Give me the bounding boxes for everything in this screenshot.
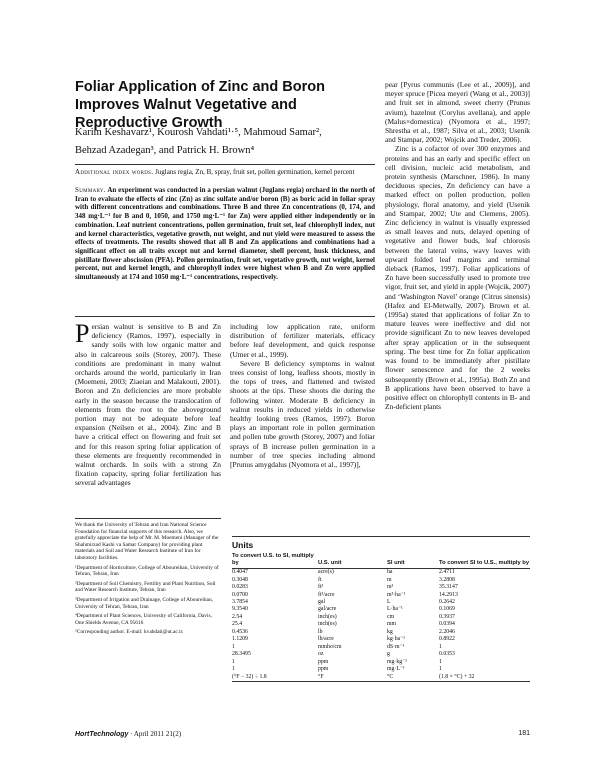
affiliation-footnote: ²Department of Soil Chemistry, Fertility and Plant Nutrition, Soil and Water Research Institute, Tehran, Iran bbox=[75, 580, 216, 594]
table-cell: acre(s) bbox=[318, 569, 334, 576]
table-cell: ha bbox=[387, 569, 393, 576]
table-row bbox=[232, 636, 530, 643]
column-header: To convert U.S. to SI, multiply by bbox=[232, 553, 318, 569]
summary-label: Summary. bbox=[75, 186, 106, 194]
table-cell: 9.3540 bbox=[232, 606, 248, 613]
column-header: U.S. unit bbox=[318, 553, 387, 569]
table-cell: 0.0700 bbox=[232, 591, 248, 598]
table-cell: 0.3048 bbox=[232, 576, 248, 583]
units-body bbox=[232, 569, 530, 682]
affiliation-footnote: ¹Department of Horticulture, College of Aboureihan, University of Tehran, Tehran, Iran bbox=[75, 564, 219, 578]
table-cell: 3.7854 bbox=[232, 599, 248, 605]
table-cell: 35.3147 bbox=[439, 584, 458, 591]
table-cell: cm bbox=[387, 613, 395, 620]
keywords-text: Juglans regia, Zn, B, spray, fruit set, pollen germination, kernel percent bbox=[153, 168, 355, 176]
summary-rule bbox=[75, 316, 375, 317]
column-header: To convert SI to U.S., multiply by bbox=[439, 553, 530, 569]
body-column-3 bbox=[385, 80, 530, 411]
table-row bbox=[232, 659, 530, 666]
summary-text: An experiment was conducted in a persian walnut (Juglans regia) orchard in the north of Iran to evaluate the effects of zinc (Zn) as zinc sulfate and/or boron (B) as boric acid in foliar spray with different concentrations and combinations. Three B and three Zn concentrations (0, 174, and 348 mg·L⁻¹ for B and 0, 1050, and 1750 mg·L⁻¹ for Zn) were applied either independently or in combination. Leaf nutrient concentrations, pollen germination, fruit set, leaf chlorophyll index, nut and kernel characteristics, vegetative growth, nut weight, and nut yield were measured to assess the effects of treatments. The results showed that all B and Zn applications and combinations had a significant effect on all traits except nut and kernel diameter, shell percent, husk thickness, and pistillate flower abscission (PFA). Pollen germination, fruit set, vegetative growth, nut weight, kernel percent, nut and kernel length, and chlorophyll index were highest when B and Zn were applied simultaneously at 174 and 1050 mg·L⁻¹ concentrations, respectively. bbox=[75, 186, 375, 282]
table-cell: ft³/acre bbox=[318, 591, 335, 598]
table-cell: ppm bbox=[318, 666, 329, 673]
table-cell: 14.2913 bbox=[439, 591, 458, 598]
table-cell: L bbox=[387, 599, 391, 605]
affiliation-footnote: ⁴Department of Plant Sciences, University of California, Davis, One Shields Avenue, CA 95616 bbox=[75, 613, 212, 626]
body-column-2 bbox=[230, 322, 375, 469]
table-cell: 1 bbox=[232, 658, 235, 665]
keywords bbox=[75, 168, 375, 177]
table-cell: (1.8 × °C) + 32 bbox=[439, 674, 530, 682]
footnotes bbox=[75, 522, 221, 639]
author-list bbox=[75, 124, 375, 160]
table-cell: kg·ha⁻¹ bbox=[387, 636, 405, 643]
table-cell: ft³ bbox=[318, 584, 324, 591]
footnote-rule bbox=[75, 518, 221, 519]
table-cell: 0.1069 bbox=[439, 606, 455, 613]
table-cell: 2.54 bbox=[232, 613, 243, 620]
table-cell: lb/acre bbox=[318, 636, 334, 643]
table-row bbox=[232, 651, 530, 658]
table-cell: inch(es) bbox=[318, 613, 337, 620]
table-cell: mm bbox=[387, 621, 397, 628]
paragraph: pear [Pyrus communis (Lee et al., 2009)], and meyer spruce [Picea meyeri (Wang et al., 2003)] and fruit set in almond, sweet cherry (Prunus avium), hazelnut (Corylus avellana), and apple (Malus×domestica) (Nyomora et al., 1997; Shrestha et al., 1987; Silva et al., 2003; Usenik and Stampar, 2002; Wojcik and Treder, 2006). bbox=[385, 80, 530, 145]
author-line-1: Karim Keshavarz¹, Kourosh Vahdati¹·⁵, Mahmoud Samar², bbox=[75, 127, 322, 138]
table-cell: inch(es) bbox=[318, 621, 337, 628]
table-cell: 1 bbox=[439, 643, 442, 650]
table-cell: 1 bbox=[232, 666, 235, 673]
table-row bbox=[232, 666, 530, 673]
units-title: Units bbox=[232, 540, 254, 550]
units-table bbox=[232, 553, 530, 682]
table-cell: 0.0394 bbox=[439, 621, 455, 628]
table-cell: mg·kg⁻¹ bbox=[387, 658, 407, 665]
table-cell: lb bbox=[318, 628, 323, 635]
table-cell: (°F − 32) ÷ 1.8 bbox=[232, 674, 318, 682]
table-cell: dS·m⁻¹ bbox=[387, 643, 405, 650]
table-row bbox=[232, 621, 530, 628]
units-table-wrapper bbox=[232, 553, 530, 682]
table-cell: m³·ha⁻¹ bbox=[387, 591, 406, 598]
table-cell: m³ bbox=[387, 584, 394, 591]
journal-name: HortTechnology bbox=[75, 731, 129, 738]
page-footer bbox=[75, 730, 530, 738]
column-header: SI unit bbox=[387, 553, 439, 569]
table-row bbox=[232, 592, 530, 599]
table-cell: oz bbox=[318, 651, 324, 658]
table-cell: 28.3495 bbox=[232, 651, 251, 658]
table-cell: 0.4536 bbox=[232, 628, 248, 635]
page-number: 181 bbox=[518, 730, 530, 737]
intro-paragraph: ersian walnut is sensitive to B and Zn deficiency (Ramos, 1997), especially in sandy soils with low organic matter and also in calcareous soils (Storey, 2007). These conditions are predominant in many walnut orchards around the world, particularly in Iran (Moemeni, 2003; Ziaeian and Malakouti, 2001). Boron and Zn deficiencies are more probable early in the season because the translocation of elements from the root to the aboveground portion may not be adequate before leaf expansion (Neilsen et al., 2004). Zinc and B have a critical effect on flowering and fruit set and for this reason spring foliar application of these elements are frequently recommended in walnut orchards. In soils with a strong Zn fixation capacity, spring foliar fertilization has several advantages bbox=[75, 322, 221, 488]
table-cell: 1 bbox=[439, 658, 442, 665]
table-row bbox=[232, 674, 530, 682]
table-row bbox=[232, 584, 530, 591]
summary bbox=[75, 186, 375, 282]
table-cell: gal/acre bbox=[318, 606, 337, 613]
table-cell: 0.3937 bbox=[439, 613, 455, 620]
paragraph: Severe B deficiency symptoms in walnut trees consist of long, leafless shoots, mostly in the tops of trees, and flattened and twisted shoots at the tips. These shoots die during the following winter. Moderate B deficiency in walnut results in reduced yields in otherwise healthy looking trees (Ramos, 1997). Boron plays an important role in pollen germination and pollen tube growth (Storey, 2007) and foliar sprays of B increase pollen germination in a number of tree species including almond [Prunus amygdalus (Nyomora et al., 1997)], bbox=[230, 358, 375, 470]
drop-cap: P bbox=[75, 319, 90, 348]
table-cell: 2.2046 bbox=[439, 628, 455, 635]
table-row bbox=[232, 569, 530, 577]
table-cell: °F bbox=[318, 674, 387, 682]
table-row bbox=[232, 629, 530, 636]
table-cell: ppm bbox=[318, 658, 329, 665]
author-line-2: Behzad Azadegan³, and Patrick H. Brown⁴ bbox=[75, 145, 255, 156]
table-cell: 1 bbox=[232, 643, 235, 650]
table-row bbox=[232, 614, 530, 621]
table-cell: 25.4 bbox=[232, 621, 243, 628]
table-cell: 0.0283 bbox=[232, 584, 248, 591]
table-cell: 1.1209 bbox=[232, 636, 248, 643]
paragraph: Zinc is a cofactor of over 300 enzymes and proteins and has an early and specific effect on cell division, nucleic acid metabolism, and protein synthesis (Marschner, 1986). In many deciduous species, Zn deficiency can have a marked effect on pollen production, pollen physiology, floral anatomy, and yield (Usenik and Stampar, 2002; Ute and Clemens, 2005). Zinc deficiency in walnut is visually expressed as small leaves and nuts, delayed opening of vegetative and flower buds, leaf chlorosis between the lateral veins, wavy leaves with upward folded leaf margins and terminal dieback (Ramos, 1997). Foliar applications of Zn have been successfully used to promote tree vigor, fruit set, and yield in apple (Wojcik, 2007) and ‘Washington Navel’ orange (Citrus sinensis) (Hafez and El-Metwally, 2007). Brown et al. (1995a) stated that applications of foliar Zn to mature leaves were ineffective and did not provide significant Zn to new leaves developed after spray application or in the subsequent spring. The best time for Zn foliar application was found to be immediately after pistillate flower senescence and for the 2 weeks subsequently (Brown et al., 1995a). Both Zn and B applications have been observed to have a positive effect on chlorophyll contents in B- and Zn-deficient plants bbox=[385, 144, 530, 412]
table-cell: m bbox=[387, 576, 392, 583]
table-row bbox=[232, 644, 530, 651]
table-cell: 0.4047 bbox=[232, 569, 248, 576]
units-header-row bbox=[232, 553, 530, 569]
table-row bbox=[232, 577, 530, 584]
table-cell: 0.2642 bbox=[439, 599, 455, 605]
paragraph: including low application rate, uniform distribution of fertilizer materials, efficacy before leaf development, and quick response (Umer et al., 1999). bbox=[230, 322, 375, 359]
units-top-rule bbox=[232, 536, 530, 537]
table-cell: 1 bbox=[439, 666, 442, 673]
article-title: Foliar Application of Zinc and Boron Improves Walnut Vegetative and Reproductive Growth bbox=[75, 79, 325, 131]
table-cell: mmho/cm bbox=[318, 643, 342, 650]
header-rule bbox=[75, 164, 375, 165]
table-row bbox=[232, 606, 530, 613]
table-cell: 0.0353 bbox=[439, 651, 455, 658]
acknowledgment: We thank the University of Tehran and Iran National Science Foundation for financial supports of this research. Also, we gratefully appreciate the help of Mr. M. Moemeni (Manager of the Shahmirzad Kashi va Samar Company) for providing plant materials and Soil and Water Research Institute of Iran for laboratory facilities. bbox=[75, 522, 219, 561]
affiliation-footnote: ³Department of Irrigation and Drainage, College of Aboureihan, University of Tehran, Tehran, Iran bbox=[75, 596, 213, 610]
table-cell: L·ha⁻¹ bbox=[387, 606, 403, 613]
table-cell: 3.2808 bbox=[439, 576, 455, 583]
table-row bbox=[232, 599, 530, 606]
table-cell: mg·L⁻¹ bbox=[387, 666, 405, 673]
keywords-label: Additional index words. bbox=[75, 168, 154, 176]
table-cell: g bbox=[387, 651, 390, 658]
table-cell: 0.8922 bbox=[439, 636, 455, 643]
issue-info: · April 2011 21(2) bbox=[128, 730, 182, 738]
table-cell: 2.4711 bbox=[439, 569, 455, 576]
table-cell: ft bbox=[318, 576, 322, 583]
table-cell: gal bbox=[318, 599, 326, 605]
table-cell: °C bbox=[387, 674, 439, 682]
body-column-1 bbox=[75, 319, 221, 488]
table-cell: kg bbox=[387, 628, 393, 635]
corresponding-author-footnote: ⁵Corresponding author. E-mail: kvahdati@ut.ac.ir. bbox=[75, 629, 184, 636]
